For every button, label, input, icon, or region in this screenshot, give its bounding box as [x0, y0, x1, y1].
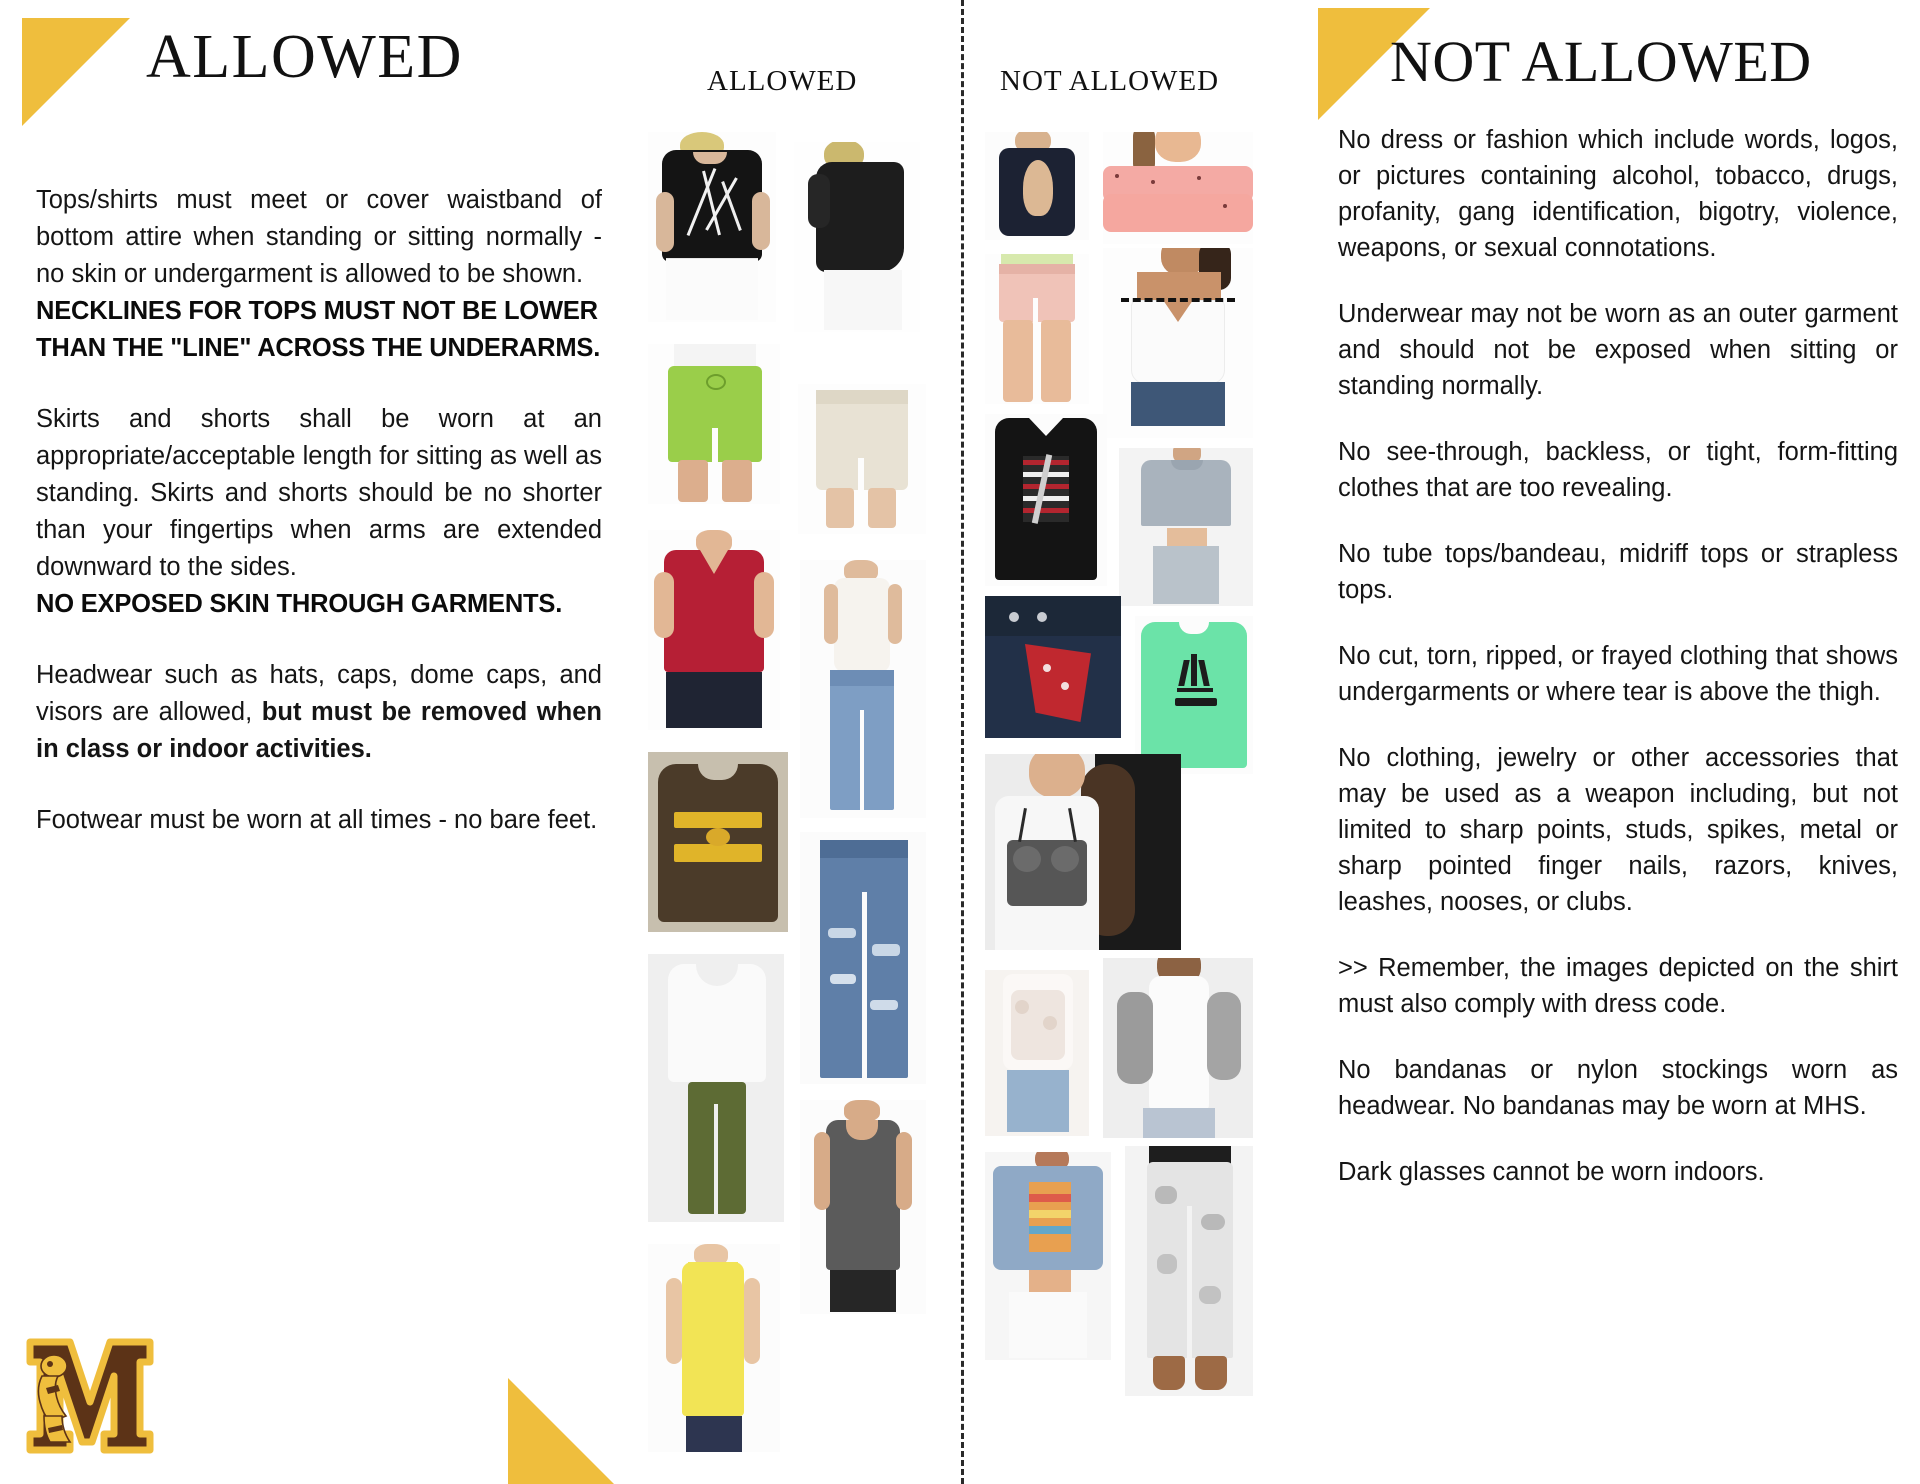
allowed-rule-1: Tops/shirts must meet or cover waistband of bottom attire when standing or sitting normally - no skin or undergarment is allowed to be shown.	[36, 186, 602, 288]
photo-distressed-blue-jeans	[800, 832, 926, 1084]
gold-triangle-top-left	[22, 18, 130, 126]
not-allowed-rule: No tube tops/bandeau, midriff tops or strapless tops.	[1338, 540, 1898, 604]
photo-pink-off-shoulder-ruffle-top	[1103, 132, 1253, 244]
photo-backless-black-top	[985, 132, 1089, 240]
page-title-not-allowed: NOT ALLOWED	[1390, 29, 1812, 94]
photo-black-flag-graphic-tee	[985, 414, 1107, 586]
photo-midriff-denim-jacket	[985, 1152, 1111, 1360]
not-allowed-rules-column	[1338, 122, 1898, 1190]
photo-green-addicted-tee	[1135, 616, 1253, 774]
allowed-rule-3	[36, 657, 602, 768]
not-allowed-photo-grid	[985, 132, 1285, 1452]
not-allowed-rule: No cut, torn, ripped, or frayed clothing that shows undergarments or where tear is above the thigh.	[1338, 642, 1898, 706]
photo-white-strapless-cami	[1103, 248, 1253, 438]
allowed-rule-2: Skirts and shorts shall be worn at an appropriate/acceptable length for sitting as well as standing. Skirts and shorts should be no shorter than your fingertips when arms are extended downward to the sides.	[36, 405, 602, 581]
photo-beige-bermuda-shorts	[798, 384, 926, 534]
allowed-photo-grid	[648, 132, 948, 1452]
photo-column-header-not-allowed: NOT ALLOWED	[1000, 65, 1220, 97]
photo-lace-bralette-sheer-top	[985, 754, 1181, 950]
photo-green-athletic-shorts	[648, 344, 780, 504]
page-title-allowed: ALLOWED	[146, 23, 463, 91]
photo-black-graphic-tee-white-pants	[648, 132, 776, 322]
allowed-rule-4: Footwear must be worn at all times - no bare feet.	[36, 806, 598, 834]
not-allowed-rule: Underwear may not be worn as an outer garment and should not be exposed when sitting or standing normally.	[1338, 300, 1898, 400]
photo-white-tank-blue-jeans	[800, 560, 926, 818]
photo-black-blouse-white-pants	[794, 142, 920, 332]
allowed-rule-1-emphasis: NECKLINES FOR TOPS MUST NOT BE LOWER THAN THE "LINE" ACROSS THE UNDERARMS.	[36, 297, 601, 362]
column-divider	[961, 0, 964, 1484]
photo-camo-compression-leggings	[1125, 1146, 1253, 1396]
school-logo-mililani-m	[24, 1332, 156, 1454]
allowed-rule-2-emphasis: NO EXPOSED SKIN THROUGH GARMENTS.	[36, 590, 563, 618]
not-allowed-rule: No dress or fashion which include words, logos, or pictures containing alcohol, tobacco, drugs, profanity, gang identification, bigotry, violence, weapons, or sexual connotations.	[1338, 126, 1898, 262]
photo-red-v-neck-tee	[648, 530, 780, 730]
photo-gray-tank-top	[800, 1100, 926, 1314]
allowed-rule-3-text: Headwear such as hats, caps, dome caps, and visors are allowed,	[36, 661, 602, 726]
photo-sheer-white-tank	[1103, 958, 1253, 1138]
allowed-rules-column	[36, 182, 602, 839]
not-allowed-rule: No clothing, jewelry or other accessories that may be used as a weapon including, but not limited to sharp points, studs, spikes, metal or sharp pointed finger nails, razors, knives, leashes, nooses, or clubs.	[1338, 744, 1898, 916]
allowed-rule-3-emphasis: but must be removed when in class or indoor activities.	[36, 698, 602, 763]
not-allowed-rule-remember: >> Remember, the images depicted on the shirt must also comply with dress code.	[1338, 954, 1898, 1018]
photo-white-hoodie-olive-leggings	[648, 954, 784, 1222]
photo-pink-short-shorts	[985, 254, 1089, 404]
photo-red-bandana-jeans	[985, 596, 1121, 738]
photo-column-header-allowed: ALLOWED	[707, 65, 858, 97]
photo-yellow-cami-tank	[648, 1244, 780, 1452]
photo-gray-crop-top	[1119, 448, 1253, 606]
not-allowed-rule: Dark glasses cannot be worn indoors.	[1338, 1158, 1765, 1186]
not-allowed-rule: No bandanas or nylon stockings worn as headwear. No bandanas may be worn at MHS.	[1338, 1056, 1898, 1120]
photo-white-lace-sheer-top	[985, 970, 1089, 1136]
not-allowed-rule: No see-through, backless, or tight, form-fitting clothes that are too revealing.	[1338, 438, 1898, 502]
gold-triangle-bottom-left	[508, 1378, 614, 1484]
photo-mililani-trojans-tee	[648, 752, 788, 932]
